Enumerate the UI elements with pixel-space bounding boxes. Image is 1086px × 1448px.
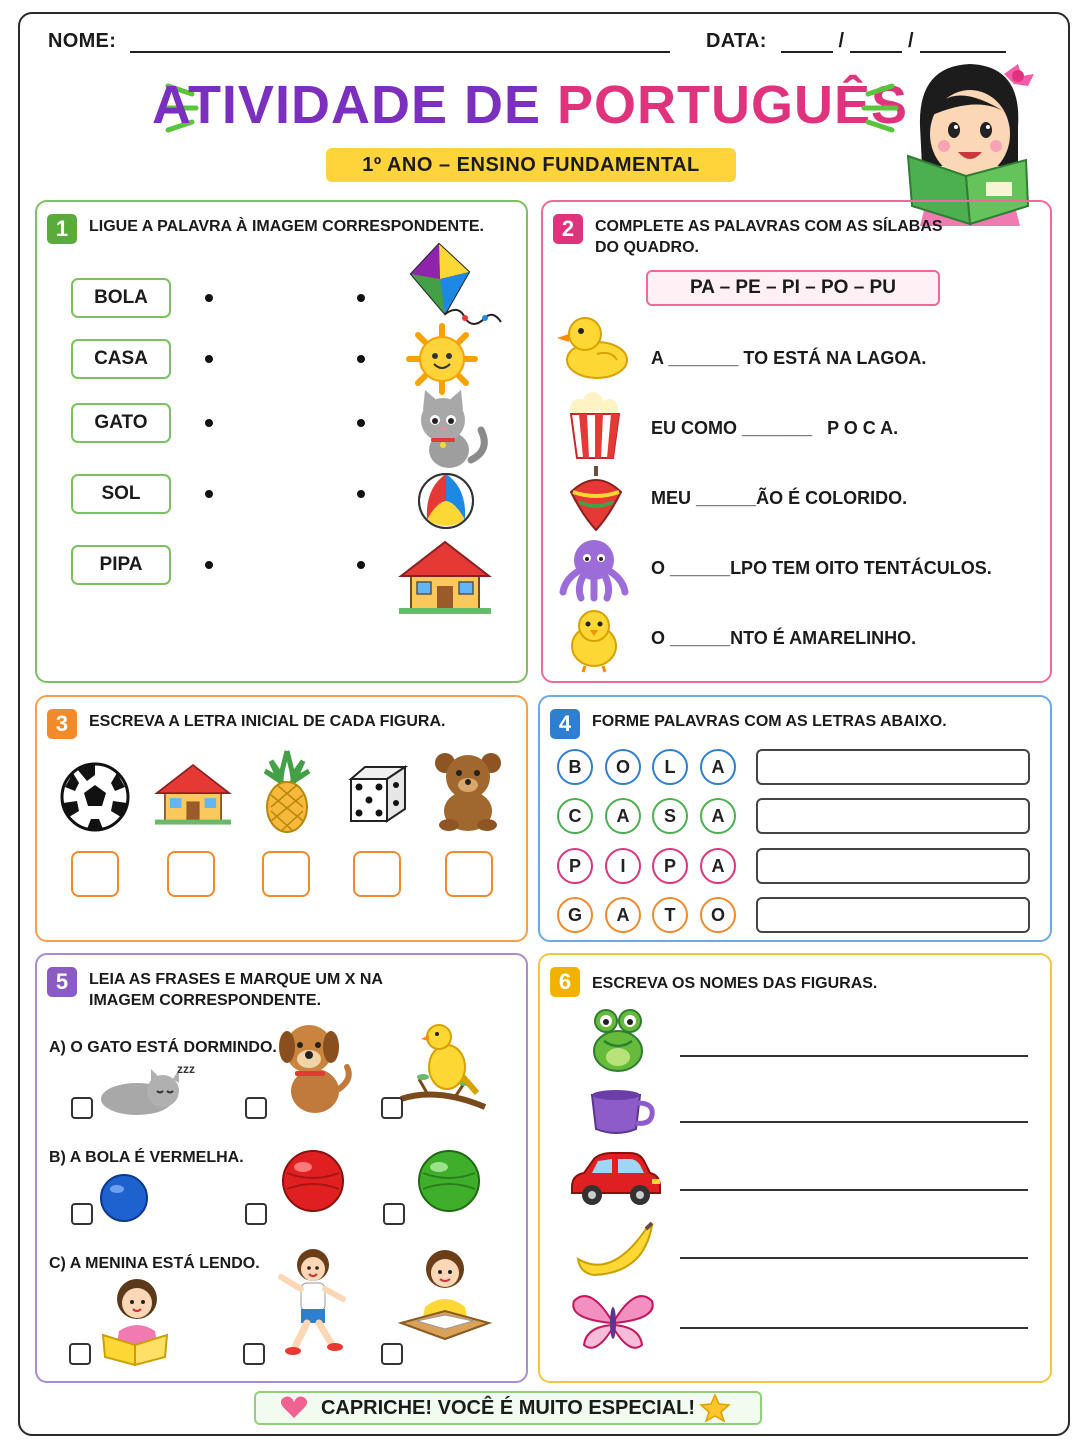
letter-circle: A bbox=[700, 798, 736, 834]
word-answer-box[interactable] bbox=[756, 897, 1030, 933]
letter-circle: C bbox=[557, 798, 593, 834]
letter-circle: I bbox=[605, 848, 641, 884]
sentence: O ______LPO TEM OITO TENTÁCULOS. bbox=[651, 558, 992, 578]
initial-letter-box[interactable] bbox=[167, 851, 215, 897]
house-icon bbox=[155, 759, 231, 829]
checkbox[interactable] bbox=[69, 1343, 91, 1365]
cat-icon bbox=[411, 390, 487, 470]
section-number: 4 bbox=[550, 709, 580, 739]
letter-circle: A bbox=[700, 749, 736, 785]
instruction-line: DO QUADRO. bbox=[595, 239, 699, 256]
section-instruction bbox=[89, 969, 383, 1011]
girl-running-icon bbox=[273, 1247, 349, 1365]
section-number: 6 bbox=[550, 967, 580, 997]
sleeping-cat-icon bbox=[99, 1061, 199, 1117]
name-row bbox=[48, 30, 670, 53]
letter-circle: A bbox=[605, 897, 641, 933]
kite-icon bbox=[409, 244, 505, 330]
footer-banner bbox=[254, 1391, 762, 1425]
butterfly-icon bbox=[570, 1291, 656, 1355]
initial-letter-box[interactable] bbox=[353, 851, 401, 897]
sentence: EU COMO _______ P O C A. bbox=[651, 418, 899, 438]
letter-circle: P bbox=[652, 848, 688, 884]
initial-letter-box[interactable] bbox=[71, 851, 119, 897]
question-c: C) A MENINA ESTÁ LENDO. bbox=[49, 1255, 260, 1272]
question-b: B) A BOLA É VERMELHA. bbox=[49, 1149, 244, 1166]
footer-text: CAPRICHE! VOCÊ É MUITO ESPECIAL! bbox=[320, 1397, 696, 1419]
checkbox[interactable] bbox=[381, 1097, 403, 1119]
chick-icon bbox=[565, 606, 623, 672]
checkbox[interactable] bbox=[71, 1097, 93, 1119]
sparkle-right-icon bbox=[852, 76, 902, 136]
subtitle-banner: 1º ANO – ENSINO FUNDAMENTAL bbox=[326, 148, 736, 182]
dice-icon bbox=[347, 763, 409, 825]
word-answer-box[interactable] bbox=[756, 798, 1030, 834]
octopus-icon bbox=[559, 536, 629, 600]
spinning-top-icon bbox=[569, 466, 623, 532]
soccer-ball-icon bbox=[59, 761, 131, 833]
girl-reading-book-icon bbox=[99, 1275, 173, 1367]
date-separator: / bbox=[838, 30, 845, 52]
section-number: 5 bbox=[47, 967, 77, 997]
name-field[interactable] bbox=[130, 51, 670, 53]
house-icon bbox=[399, 540, 491, 614]
word-card[interactable]: SOL bbox=[71, 474, 171, 514]
connect-dot[interactable] bbox=[205, 294, 213, 302]
title-part2: PORTUGUÊS bbox=[557, 75, 909, 135]
section-instruction: LIGUE A PALAVRA À IMAGEM CORRESPONDENTE. bbox=[89, 218, 484, 235]
initial-letter-box[interactable] bbox=[445, 851, 493, 897]
question-a: A) O GATO ESTÁ DORMINDO. bbox=[49, 1039, 277, 1056]
section-3 bbox=[35, 695, 528, 942]
date-month-field[interactable] bbox=[850, 51, 902, 53]
letter-circle: O bbox=[700, 897, 736, 933]
girl-writing-icon bbox=[397, 1247, 493, 1343]
name-label: NOME: bbox=[48, 30, 117, 52]
section-instruction: ESCREVA A LETRA INICIAL DE CADA FIGURA. bbox=[89, 713, 446, 730]
section-4 bbox=[538, 695, 1052, 942]
frog-icon bbox=[590, 1007, 646, 1075]
checkbox[interactable] bbox=[243, 1343, 265, 1365]
letter-circle: L bbox=[652, 749, 688, 785]
checkbox[interactable] bbox=[381, 1343, 403, 1365]
svg-text:zzz: zzz bbox=[177, 1062, 195, 1076]
connect-dot[interactable] bbox=[205, 561, 213, 569]
beach-ball-icon bbox=[417, 472, 475, 530]
date-separator: / bbox=[908, 30, 914, 52]
section-number: 3 bbox=[47, 709, 77, 739]
date-row bbox=[706, 30, 1006, 53]
date-year-field[interactable] bbox=[920, 51, 1006, 53]
pineapple-icon bbox=[261, 751, 313, 833]
sentence: MEU ______ÃO É COLORIDO. bbox=[651, 488, 908, 508]
section-1 bbox=[35, 200, 528, 683]
name-writing-line[interactable] bbox=[680, 1257, 1028, 1259]
connect-dot[interactable] bbox=[205, 490, 213, 498]
connect-dot[interactable] bbox=[205, 355, 213, 363]
connect-dot[interactable] bbox=[357, 419, 365, 427]
word-answer-box[interactable] bbox=[756, 848, 1030, 884]
checkbox[interactable] bbox=[245, 1097, 267, 1119]
checkbox[interactable] bbox=[383, 1203, 405, 1225]
section-number: 1 bbox=[47, 214, 77, 244]
word-card[interactable]: CASA bbox=[71, 339, 171, 379]
section-instruction bbox=[595, 216, 943, 258]
letter-circle: T bbox=[652, 897, 688, 933]
sentence: A _______ TO ESTÁ NA LAGOA. bbox=[651, 348, 927, 368]
letter-circle: G bbox=[557, 897, 593, 933]
connect-dot[interactable] bbox=[205, 419, 213, 427]
name-writing-line[interactable] bbox=[680, 1055, 1028, 1057]
instruction-line: LEIA AS FRASES E MARQUE UM X NA bbox=[89, 971, 383, 988]
connect-dot[interactable] bbox=[357, 490, 365, 498]
title-part1: ATIVIDADE DE bbox=[151, 75, 541, 135]
green-ball-icon bbox=[417, 1149, 481, 1213]
letter-circle: A bbox=[700, 848, 736, 884]
car-icon bbox=[568, 1151, 662, 1207]
letter-circle: S bbox=[652, 798, 688, 834]
instruction-line: IMAGEM CORRESPONDENTE. bbox=[89, 992, 322, 1009]
section-5 bbox=[35, 953, 528, 1383]
blue-ball-icon bbox=[99, 1173, 149, 1223]
name-writing-line[interactable] bbox=[680, 1189, 1028, 1191]
star-icon bbox=[700, 1394, 730, 1422]
word-card[interactable]: GATO bbox=[71, 403, 171, 443]
initial-letter-box[interactable] bbox=[262, 851, 310, 897]
connect-dot[interactable] bbox=[357, 355, 365, 363]
dog-icon bbox=[271, 1019, 353, 1117]
popcorn-icon bbox=[567, 392, 623, 458]
letter-circle: O bbox=[605, 749, 641, 785]
instruction-line: COMPLETE AS PALAVRAS COM AS SÍLABAS bbox=[595, 218, 943, 235]
section-instruction: FORME PALAVRAS COM AS LETRAS ABAIXO. bbox=[592, 713, 947, 730]
bird-on-branch-icon bbox=[397, 1017, 487, 1117]
heart-icon bbox=[280, 1396, 308, 1420]
section-6 bbox=[538, 953, 1052, 1383]
sentence: O ______NTO É AMARELINHO. bbox=[651, 628, 917, 648]
word-card[interactable]: BOLA bbox=[71, 278, 171, 318]
name-writing-line[interactable] bbox=[680, 1327, 1028, 1329]
duck-icon bbox=[557, 310, 629, 382]
letter-circle: P bbox=[557, 848, 593, 884]
section-2 bbox=[541, 200, 1052, 683]
word-card[interactable]: PIPA bbox=[71, 545, 171, 585]
letter-circle: A bbox=[605, 798, 641, 834]
checkbox[interactable] bbox=[245, 1203, 267, 1225]
section-instruction: ESCREVA OS NOMES DAS FIGURAS. bbox=[592, 975, 878, 992]
sun-icon bbox=[407, 324, 477, 394]
banana-icon bbox=[574, 1221, 654, 1279]
date-day-field[interactable] bbox=[781, 51, 833, 53]
letter-circle: B bbox=[557, 749, 593, 785]
word-answer-box[interactable] bbox=[756, 749, 1030, 785]
red-ball-icon bbox=[281, 1149, 345, 1213]
checkbox[interactable] bbox=[71, 1203, 93, 1225]
connect-dot[interactable] bbox=[357, 561, 365, 569]
date-label: DATA: bbox=[706, 30, 767, 52]
teddy-bear-icon bbox=[431, 751, 505, 831]
section-number: 2 bbox=[553, 214, 583, 244]
name-writing-line[interactable] bbox=[680, 1121, 1028, 1123]
connect-dot[interactable] bbox=[357, 294, 365, 302]
syllable-box: PA – PE – PI – PO – PU bbox=[646, 270, 940, 306]
cup-icon bbox=[590, 1089, 656, 1137]
